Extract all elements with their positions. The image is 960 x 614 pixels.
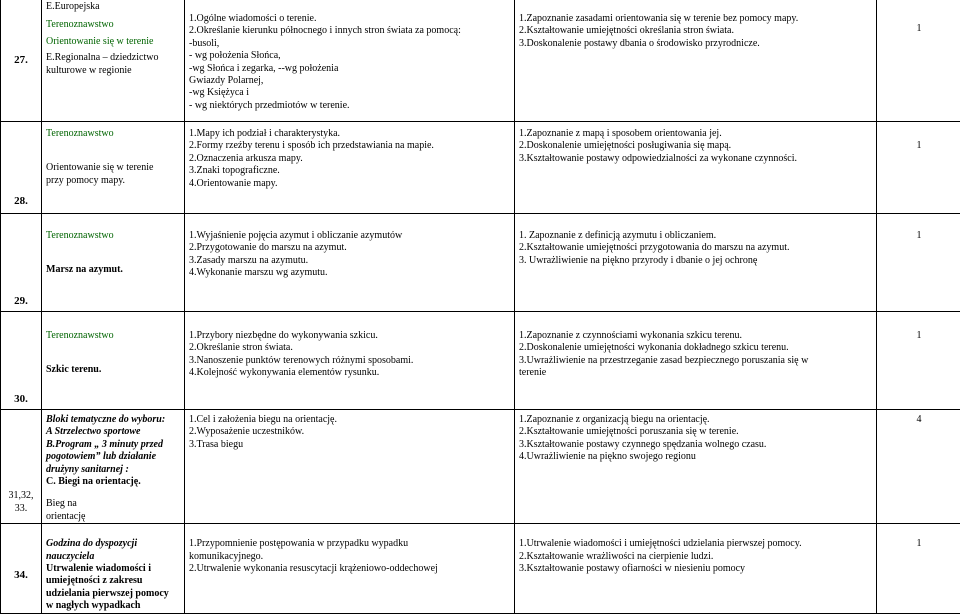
lesson-goals	[515, 410, 877, 524]
goal-line: 1.Zapoznanie zasadami orientowania się w terenie bez pomocy mapy.	[519, 13, 873, 25]
content-line: 3.Zasady marszu na azymutu.	[189, 255, 511, 267]
content-line: 4.Orientowanie mapy.	[189, 178, 511, 190]
lesson-hours: 1	[877, 214, 960, 312]
goal-line: 3.Kształtowanie postawy czynnego spędzania wolnego czasu.	[519, 439, 873, 451]
topic-line: Marsz na azymut.	[46, 264, 181, 276]
goal-line: 2.Doskonalenie umiejętności wykonania dokładnego szkicu terenu.	[519, 342, 873, 354]
content-line: -busoli,	[189, 38, 511, 50]
table-row	[1, 0, 960, 122]
lesson-content	[185, 122, 515, 214]
lesson-hours: 1	[877, 122, 960, 214]
topic-line: Godzina do dyspozycji	[46, 538, 181, 550]
content-line: 3.Trasa biegu	[189, 439, 511, 451]
content-line: 1.Cel i założenia biegu na orientację.	[189, 414, 511, 426]
table-row	[1, 410, 960, 524]
lesson-hours: 1	[877, 524, 960, 613]
goal-line: 1.Zapoznanie z organizacją biegu na orientację.	[519, 414, 873, 426]
lesson-topic	[42, 0, 185, 122]
goal-line: 3.Doskonalenie postawy dbania o środowisko przyrodnicze.	[519, 38, 873, 50]
lesson-topic	[42, 214, 185, 312]
topic-line: C. Biegi na orientację.	[46, 476, 181, 488]
goal-line: 3.Uwrażliwienie na przestrzeganie zasad bezpiecznego poruszania się w	[519, 355, 873, 367]
content-line: Gwiazdy Polarnej,	[189, 75, 511, 87]
lesson-topic	[42, 524, 185, 613]
content-line: 2.Wyposażenie uczestników.	[189, 426, 511, 438]
goal-line: 4.Uwrażliwienie na piękno swojego regionu	[519, 451, 873, 463]
topic-line: w nagłych wypadkach	[46, 600, 181, 612]
content-line: -wg Słońca i zegarka, --wg położenia	[189, 63, 511, 75]
lesson-topic	[42, 312, 185, 410]
topic-line: pogotowiem” lub działanie	[46, 451, 181, 463]
lesson-goals	[515, 122, 877, 214]
goal-line: 3. Uwrażliwienie na piękno przyrody i dbanie o jej ochronę	[519, 255, 873, 267]
content-line: 1.Przypomnienie postępowania w przypadku wypadku	[189, 538, 511, 550]
table-row	[1, 122, 960, 214]
lesson-number: 31,32, 33.	[1, 410, 42, 524]
lesson-number: 34.	[1, 524, 42, 613]
lesson-content	[185, 0, 515, 122]
topic-line: Terenoznawstwo	[46, 19, 181, 31]
goal-line: 2.Doskonalenie umiejętności posługiwania się mapą.	[519, 140, 873, 152]
topic-line: Szkic terenu.	[46, 364, 181, 376]
topic-line: E.Europejska	[46, 1, 181, 13]
content-line: komunikacyjnego.	[189, 551, 511, 563]
topic-line: B.Program „ 3 minuty przed	[46, 439, 181, 451]
lesson-content	[185, 410, 515, 524]
topic-line: Bieg na	[46, 498, 181, 510]
content-line: 2.Oznaczenia arkusza mapy.	[189, 153, 511, 165]
content-line: 2.Formy rzeźby terenu i sposób ich przedstawiania na mapie.	[189, 140, 511, 152]
lesson-number: 29.	[1, 214, 42, 312]
topic-line: Utrwalenie wiadomości i	[46, 563, 181, 575]
lesson-goals	[515, 524, 877, 613]
goal-line: 3.Kształtowanie postawy ofiarności w niesieniu pomocy	[519, 563, 873, 575]
lesson-hours: 1	[877, 0, 960, 122]
content-line: 3.Znaki topograficzne.	[189, 165, 511, 177]
content-line: 2.Określanie kierunku północnego i innych stron świata za pomocą:	[189, 25, 511, 37]
content-line: 2.Przygotowanie do marszu na azymut.	[189, 242, 511, 254]
lesson-hours: 1	[877, 312, 960, 410]
topic-line: przy pomocy mapy.	[46, 175, 181, 187]
topic-line: nauczyciela	[46, 551, 181, 563]
lesson-content	[185, 312, 515, 410]
content-line: 3.Nanoszenie punktów terenowych różnymi sposobami.	[189, 355, 511, 367]
content-line: 1.Wyjaśnienie pojęcia azymut i obliczanie azymutów	[189, 230, 511, 242]
goal-line: 1.Utrwalenie wiadomości i umiejętności udzielania pierwszej pomocy.	[519, 538, 873, 550]
content-line: - wg niektórych przedmiotów w terenie.	[189, 100, 511, 112]
lesson-number: 28.	[1, 122, 42, 214]
topic-line: Terenoznawstwo	[46, 230, 181, 242]
lesson-goals	[515, 0, 877, 122]
content-line: 2.Utrwalenie wykonania resuscytacji krążeniowo-oddechowej	[189, 563, 511, 575]
lesson-topic	[42, 122, 185, 214]
content-line: 1.Mapy ich podział i charakterystyka.	[189, 128, 511, 140]
content-line: 2.Określanie stron świata.	[189, 342, 511, 354]
topic-line: kulturowe w regionie	[46, 65, 181, 77]
lesson-hours: 4	[877, 410, 960, 524]
topic-line: Orientowanie się w terenie	[46, 162, 181, 174]
table-row	[1, 312, 960, 410]
content-line: 4.Kolejność wykonywania elementów rysunku.	[189, 367, 511, 379]
lesson-goals	[515, 312, 877, 410]
goal-line: 2.Kształtowanie umiejętności przygotowania do marszu na azymut.	[519, 242, 873, 254]
lesson-number: 27.	[1, 0, 42, 122]
topic-line: E.Regionalna – dziedzictwo	[46, 52, 181, 64]
content-line: - wg położenia Słońca,	[189, 50, 511, 62]
goal-line: 3.Kształtowanie postawy odpowiedzialności za wykonane czynności.	[519, 153, 873, 165]
lesson-content	[185, 524, 515, 613]
topic-line: A Strzelectwo sportowe	[46, 426, 181, 438]
topic-line: udzielania pierwszej pomocy	[46, 588, 181, 600]
lesson-topic	[42, 410, 185, 524]
lesson-goals	[515, 214, 877, 312]
topic-line: Terenoznawstwo	[46, 128, 181, 140]
goal-line: terenie	[519, 367, 873, 379]
content-line: 1.Ogólne wiadomości o terenie.	[189, 13, 511, 25]
goal-line: 2.Kształtowanie umiejętności określania stron świata.	[519, 25, 873, 37]
goal-line: 2.Kształtowanie umiejętności poruszania się w terenie.	[519, 426, 873, 438]
lesson-number: 30.	[1, 312, 42, 410]
topic-line: Orientowanie się w terenie	[46, 36, 181, 48]
goal-line: 1.Zapoznanie z czynnościami wykonania szkicu terenu.	[519, 330, 873, 342]
topic-line: umiejętności z zakresu	[46, 575, 181, 587]
goal-line: 1.Zapoznanie z mapą i sposobem orientowania jej.	[519, 128, 873, 140]
lesson-content	[185, 214, 515, 312]
topic-line: orientację	[46, 511, 181, 523]
content-line: 1.Przybory niezbędne do wykonywania szkicu.	[189, 330, 511, 342]
content-line: -wg Księżyca i	[189, 87, 511, 99]
content-line: 4.Wykonanie marszu wg azymutu.	[189, 267, 511, 279]
goal-line: 2.Kształtowanie wrażliwości na cierpienie ludzi.	[519, 551, 873, 563]
topic-line: Bloki tematyczne do wyboru:	[46, 414, 181, 426]
table-row	[1, 524, 960, 613]
table-row	[1, 214, 960, 312]
topic-line: Terenoznawstwo	[46, 330, 181, 342]
topic-line: drużyny sanitarnej :	[46, 464, 181, 476]
goal-line: 1. Zapoznanie z definicją azymutu i obliczaniem.	[519, 230, 873, 242]
